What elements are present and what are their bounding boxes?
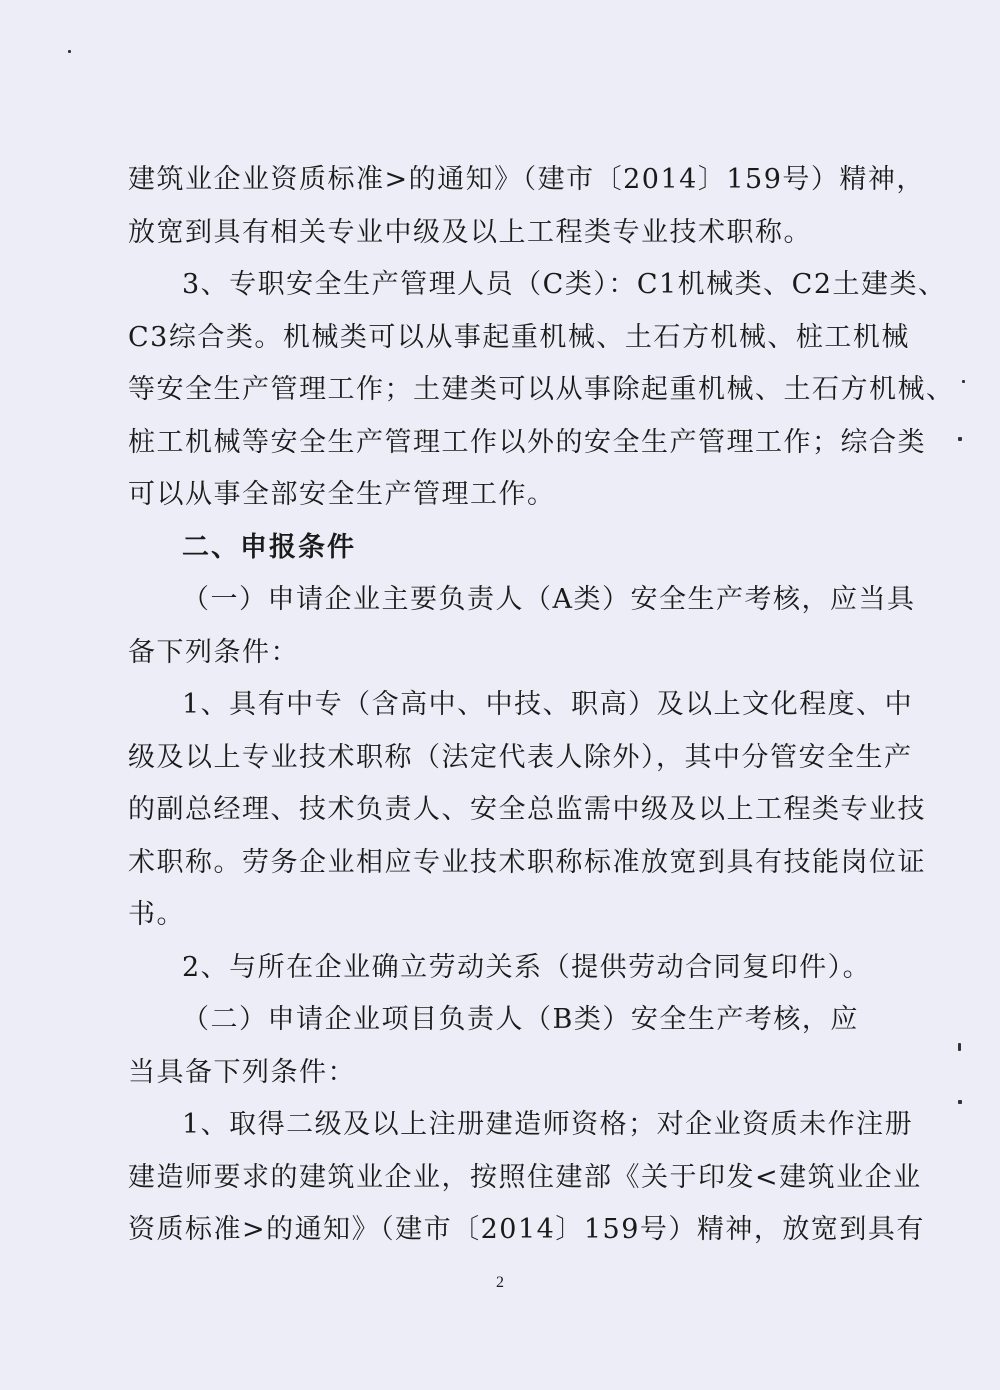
- body-text: [128, 154, 955, 1257]
- scan-speck: [958, 1043, 961, 1051]
- section-heading: 二、申报条件: [182, 531, 356, 563]
- text-line: 术职称。劳务企业相应专业技术职称标准放宽到具有技能岗位证: [128, 846, 926, 878]
- text-line: 备下列条件：: [128, 636, 299, 668]
- text-line: 放宽到具有相关专业中级及以上工程类专业技术职称。: [128, 216, 812, 248]
- text-line: 当具备下列条件：: [128, 1056, 356, 1088]
- text-line: 级及以上专业技术职称（法定代表人除外），其中分管安全生产: [128, 741, 913, 773]
- text-line: C3综合类。机械类可以从事起重机械、土石方机械、桩工机械: [128, 321, 910, 353]
- text-line: 3、专职安全生产管理人员（C类）：C1机械类、C2土建类、: [182, 269, 947, 300]
- text-line: 等安全生产管理工作；土建类可以从事除起重机械、土石方机械、: [128, 374, 955, 405]
- scan-speck: [958, 437, 962, 441]
- text-line: 1、取得二级及以上注册建造师资格；对企业资质未作注册: [182, 1109, 914, 1140]
- text-line: （一）申请企业主要负责人（A类）安全生产考核，应当具: [182, 584, 916, 615]
- text-line: （二）申请企业项目负责人（B类）安全生产考核，应: [182, 1004, 859, 1035]
- scan-speck: [962, 380, 965, 383]
- text-line: 书。: [128, 899, 185, 930]
- page-number: 2: [496, 1274, 504, 1291]
- scan-speck: [68, 50, 71, 53]
- text-line: 的副总经理、技术负责人、安全总监需中级及以上工程类专业技: [128, 794, 926, 825]
- text-line: 2、与所在企业确立劳动关系（提供劳动合同复印件）。: [182, 951, 872, 983]
- scan-speck: [958, 1100, 962, 1104]
- text-line: 桩工机械等安全生产管理工作以外的安全生产管理工作；综合类: [128, 426, 926, 458]
- text-line: 1、具有中专（含高中、中技、职高）及以上文化程度、中: [182, 689, 914, 720]
- text-line: 建筑业企业资质标准>的通知》（建市〔2014〕159号）精神，: [128, 164, 925, 195]
- text-line: 资质标准>的通知》（建市〔2014〕159号）精神，放宽到具有: [128, 1214, 925, 1245]
- text-line: 建造师要求的建筑业企业，按照住建部《关于印发<建筑业企业: [128, 1161, 922, 1193]
- text-line: 可以从事全部安全生产管理工作。: [128, 479, 556, 510]
